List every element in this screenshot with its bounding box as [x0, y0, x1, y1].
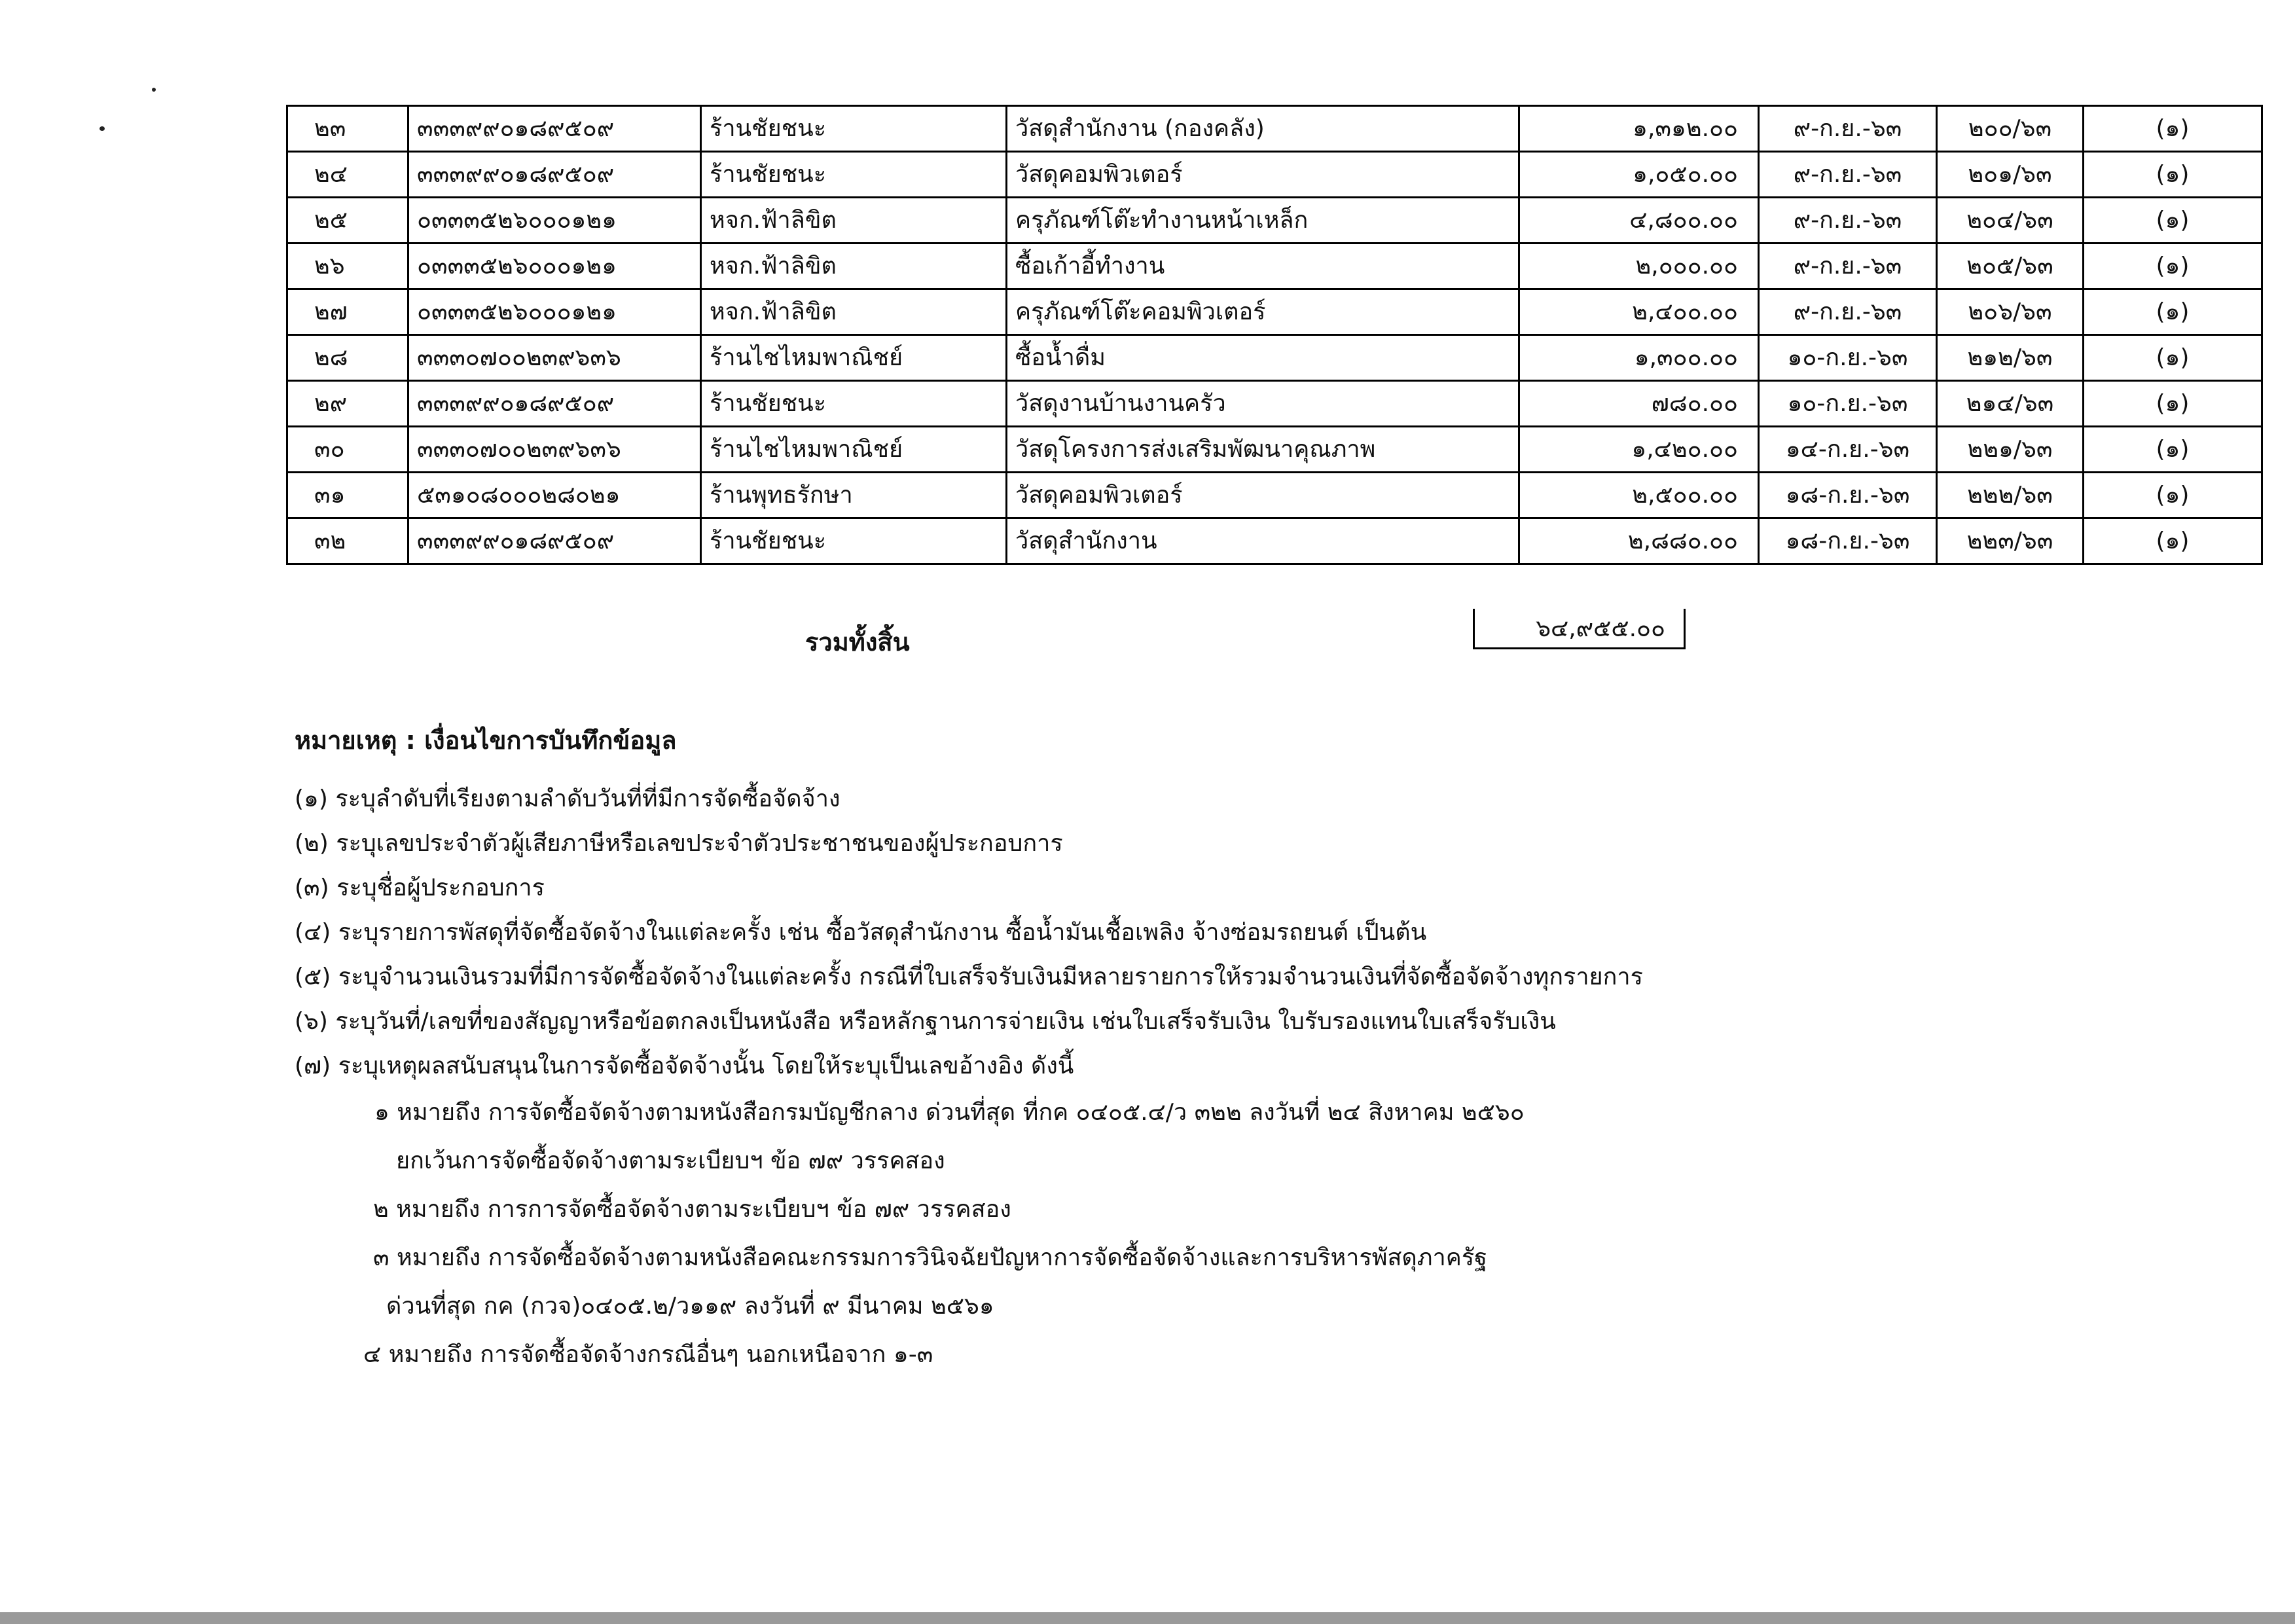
tax-id-cell: ๓๓๓๙๙๐๑๘๙๕๐๙ [408, 381, 701, 427]
amount-cell: ๔,๘๐๐.๐๐ [1519, 198, 1759, 244]
date-cell: ๑๐-ก.ย.-๖๓ [1759, 381, 1937, 427]
notes-section [295, 720, 1643, 1379]
doc-no-cell: ๒๑๔/๖๓ [1937, 381, 2084, 427]
amount-cell: ๒,๘๘๐.๐๐ [1519, 518, 1759, 564]
seq-cell: ๓๑ [287, 473, 408, 518]
tax-id-cell: ๓๓๓๙๙๐๑๘๙๕๐๙ [408, 106, 701, 152]
date-cell: ๑๘-ก.ย.-๖๓ [1759, 473, 1937, 518]
date-cell: ๑๐-ก.ย.-๖๓ [1759, 335, 1937, 381]
doc-no-cell: ๒๐๖/๖๓ [1937, 289, 2084, 335]
reason-cell: (๑) [2084, 427, 2262, 473]
table-row [287, 473, 2262, 518]
reason-code-1: ๑ หมายถึง การจัดซื้อจัดจ้างตามหนังสือกรมบัญชีกลาง ด่วนที่สุด ที่กค ๐๔๐๕.๔/ว ๓๒๒ ลงวันที่ ๒๔ สิงหาคม ๒๕๖๐ [374, 1099, 1525, 1126]
seq-cell: ๒๙ [287, 381, 408, 427]
vendor-cell: ร้านพุทธรักษา [701, 473, 1007, 518]
reason-code-1-cont: ยกเว้นการจัดซื้อจัดจ้างตามระเบียบฯ ข้อ ๗๙ วรรคสอง [396, 1147, 945, 1174]
reason-cell: (๑) [2084, 473, 2262, 518]
date-cell: ๙-ก.ย.-๖๓ [1759, 152, 1937, 198]
seq-cell: ๓๐ [287, 427, 408, 473]
tax-id-cell: ๓๓๓๐๗๐๐๒๓๙๖๓๖ [408, 427, 701, 473]
tax-id-cell: ๓๓๓๐๗๐๐๒๓๙๖๓๖ [408, 335, 701, 381]
tax-id-cell: ๓๓๓๙๙๐๑๘๙๕๐๙ [408, 518, 701, 564]
reason-code-3-cont: ด่วนที่สุด กค (กวจ)๐๔๐๕.๒/ว๑๑๙ ลงวันที่ ๙ มีนาคม ๒๕๖๑ [386, 1293, 994, 1320]
tax-id-cell: ๐๓๓๓๕๒๖๐๐๐๑๒๑ [408, 244, 701, 289]
seq-cell: ๒๖ [287, 244, 408, 289]
date-cell: ๑๔-ก.ย.-๖๓ [1759, 427, 1937, 473]
reason-cell: (๑) [2084, 289, 2262, 335]
vendor-cell: ร้านชัยชนะ [701, 518, 1007, 564]
doc-no-cell: ๒๐๕/๖๓ [1937, 244, 2084, 289]
table-row [287, 381, 2262, 427]
reason-code-2: ๒ หมายถึง การการจัดซื้อจัดจ้างตามระเบียบฯ ข้อ ๗๙ วรรคสอง [373, 1196, 1011, 1223]
amount-cell: ๒,๕๐๐.๐๐ [1519, 473, 1759, 518]
seq-cell: ๒๔ [287, 152, 408, 198]
total-amount: ๖๔,๙๕๕.๐๐ [1473, 609, 1686, 649]
reason-cell: (๑) [2084, 335, 2262, 381]
scan-speck [152, 88, 156, 92]
amount-cell: ๒,๔๐๐.๐๐ [1519, 289, 1759, 335]
amount-cell: ๑,๔๒๐.๐๐ [1519, 427, 1759, 473]
amount-cell: ๑,๓๐๐.๐๐ [1519, 335, 1759, 381]
vendor-cell: หจก.ฟ้าลิขิต [701, 198, 1007, 244]
note-item: (๔) ระบุรายการพัสดุที่จัดซื้อจัดจ้างในแต่ละครั้ง เช่น ซื้อวัสดุสำนักงาน ซื้อน้ำมันเชื้อเพลิง จ้างซ่อมรถยนต์ เป็นต้น [295, 919, 1427, 946]
date-cell: ๙-ก.ย.-๖๓ [1759, 106, 1937, 152]
tax-id-cell: ๐๓๓๓๕๒๖๐๐๐๑๒๑ [408, 289, 701, 335]
doc-no-cell: ๒๒๒/๖๓ [1937, 473, 2084, 518]
table-row [287, 289, 2262, 335]
amount-cell: ๑,๓๑๒.๐๐ [1519, 106, 1759, 152]
vendor-cell: ร้านชัยชนะ [701, 381, 1007, 427]
item-cell: ครุภัณฑ์โต๊ะคอมพิวเตอร์ [1007, 289, 1519, 335]
vendor-cell: หจก.ฟ้าลิขิต [701, 289, 1007, 335]
seq-cell: ๒๓ [287, 106, 408, 152]
seq-cell: ๒๕ [287, 198, 408, 244]
vendor-cell: ร้านไชไหมพาณิชย์ [701, 427, 1007, 473]
note-item: (๗) ระบุเหตุผลสนับสนุนในการจัดซื้อจัดจ้างนั้น โดยให้ระบุเป็นเลขอ้างอิง ดังนี้ [295, 1053, 1074, 1079]
table-row [287, 427, 2262, 473]
amount-cell: ๒,๐๐๐.๐๐ [1519, 244, 1759, 289]
note-item: (๓) ระบุชื่อผู้ประกอบการ [295, 875, 545, 901]
procurement-table [286, 105, 2263, 565]
tax-id-cell: ๕๓๑๐๘๐๐๐๒๘๐๒๑ [408, 473, 701, 518]
amount-cell: ๑,๐๕๐.๐๐ [1519, 152, 1759, 198]
item-cell: ครุภัณฑ์โต๊ะทำงานหน้าเหล็ก [1007, 198, 1519, 244]
notes-title: หมายเหตุ : เงื่อนไขการบันทึกข้อมูล [295, 726, 677, 755]
note-item: (๕) ระบุจำนวนเงินรวมที่มีการจัดซื้อจัดจ้างในแต่ละครั้ง กรณีที่ใบเสร็จรับเงินมีหลายรายการให้รวมจำนวนเงินที่จัดซื้อจัดจ้างทุกรายการ [295, 964, 1643, 990]
scan-speck [99, 126, 105, 131]
doc-no-cell: ๒๑๒/๖๓ [1937, 335, 2084, 381]
reason-code-4: ๔ หมายถึง การจัดซื้อจัดจ้างกรณีอื่นๆ นอกเหนือจาก ๑-๓ [363, 1341, 933, 1368]
doc-no-cell: ๒๐๐/๖๓ [1937, 106, 2084, 152]
seq-cell: ๓๒ [287, 518, 408, 564]
reason-cell: (๑) [2084, 198, 2262, 244]
note-item: (๖) ระบุวันที่/เลขที่ของสัญญาหรือข้อตกลงเป็นหนังสือ หรือหลักฐานการจ่ายเงิน เช่นใบเสร็จรับเงิน ใบรับรองแทนใบเสร็จรับเงิน [295, 1008, 1556, 1035]
note-item: (๒) ระบุเลขประจำตัวผู้เสียภาษีหรือเลขประจำตัวประชาชนของผู้ประกอบการ [295, 830, 1063, 857]
vendor-cell: ร้านชัยชนะ [701, 152, 1007, 198]
total-label: รวมทั้งสิ้น [805, 628, 910, 657]
note-item: (๑) ระบุลำดับที่เรียงตามลำดับวันที่ที่มีการจัดซื้อจัดจ้าง [295, 785, 840, 812]
item-cell: วัสดุโครงการส่งเสริมพัฒนาคุณภาพ [1007, 427, 1519, 473]
doc-no-cell: ๒๐๑/๖๓ [1937, 152, 2084, 198]
table-row [287, 335, 2262, 381]
reason-code-3: ๓ หมายถึง การจัดซื้อจัดจ้างตามหนังสือคณะกรรมการวินิจฉัยปัญหาการจัดซื้อจัดจ้างและการบริหารพัสดุภาครัฐ [373, 1244, 1488, 1271]
table-row [287, 518, 2262, 564]
seq-cell: ๒๘ [287, 335, 408, 381]
table-row [287, 152, 2262, 198]
item-cell: วัสดุคอมพิวเตอร์ [1007, 473, 1519, 518]
doc-no-cell: ๒๐๔/๖๓ [1937, 198, 2084, 244]
tax-id-cell: ๐๓๓๓๕๒๖๐๐๐๑๒๑ [408, 198, 701, 244]
reason-cell: (๑) [2084, 381, 2262, 427]
item-cell: วัสดุคอมพิวเตอร์ [1007, 152, 1519, 198]
item-cell: วัสดุสำนักงาน [1007, 518, 1519, 564]
doc-no-cell: ๒๒๓/๖๓ [1937, 518, 2084, 564]
date-cell: ๑๘-ก.ย.-๖๓ [1759, 518, 1937, 564]
reason-cell: (๑) [2084, 518, 2262, 564]
amount-cell: ๗๘๐.๐๐ [1519, 381, 1759, 427]
item-cell: วัสดุสำนักงาน (กองคลัง) [1007, 106, 1519, 152]
date-cell: ๙-ก.ย.-๖๓ [1759, 198, 1937, 244]
vendor-cell: หจก.ฟ้าลิขิต [701, 244, 1007, 289]
reason-cell: (๑) [2084, 152, 2262, 198]
date-cell: ๙-ก.ย.-๖๓ [1759, 244, 1937, 289]
date-cell: ๙-ก.ย.-๖๓ [1759, 289, 1937, 335]
item-cell: วัสดุงานบ้านงานครัว [1007, 381, 1519, 427]
reason-cell: (๑) [2084, 244, 2262, 289]
vendor-cell: ร้านชัยชนะ [701, 106, 1007, 152]
item-cell: ซื้อเก้าอี้ทำงาน [1007, 244, 1519, 289]
table-row [287, 198, 2262, 244]
doc-no-cell: ๒๒๑/๖๓ [1937, 427, 2084, 473]
vendor-cell: ร้านไชไหมพาณิชย์ [701, 335, 1007, 381]
reason-cell: (๑) [2084, 106, 2262, 152]
table-row [287, 106, 2262, 152]
table-row [287, 244, 2262, 289]
item-cell: ซื้อน้ำดื่ม [1007, 335, 1519, 381]
tax-id-cell: ๓๓๓๙๙๐๑๘๙๕๐๙ [408, 152, 701, 198]
seq-cell: ๒๗ [287, 289, 408, 335]
scan-bottom-edge [0, 1612, 2295, 1624]
